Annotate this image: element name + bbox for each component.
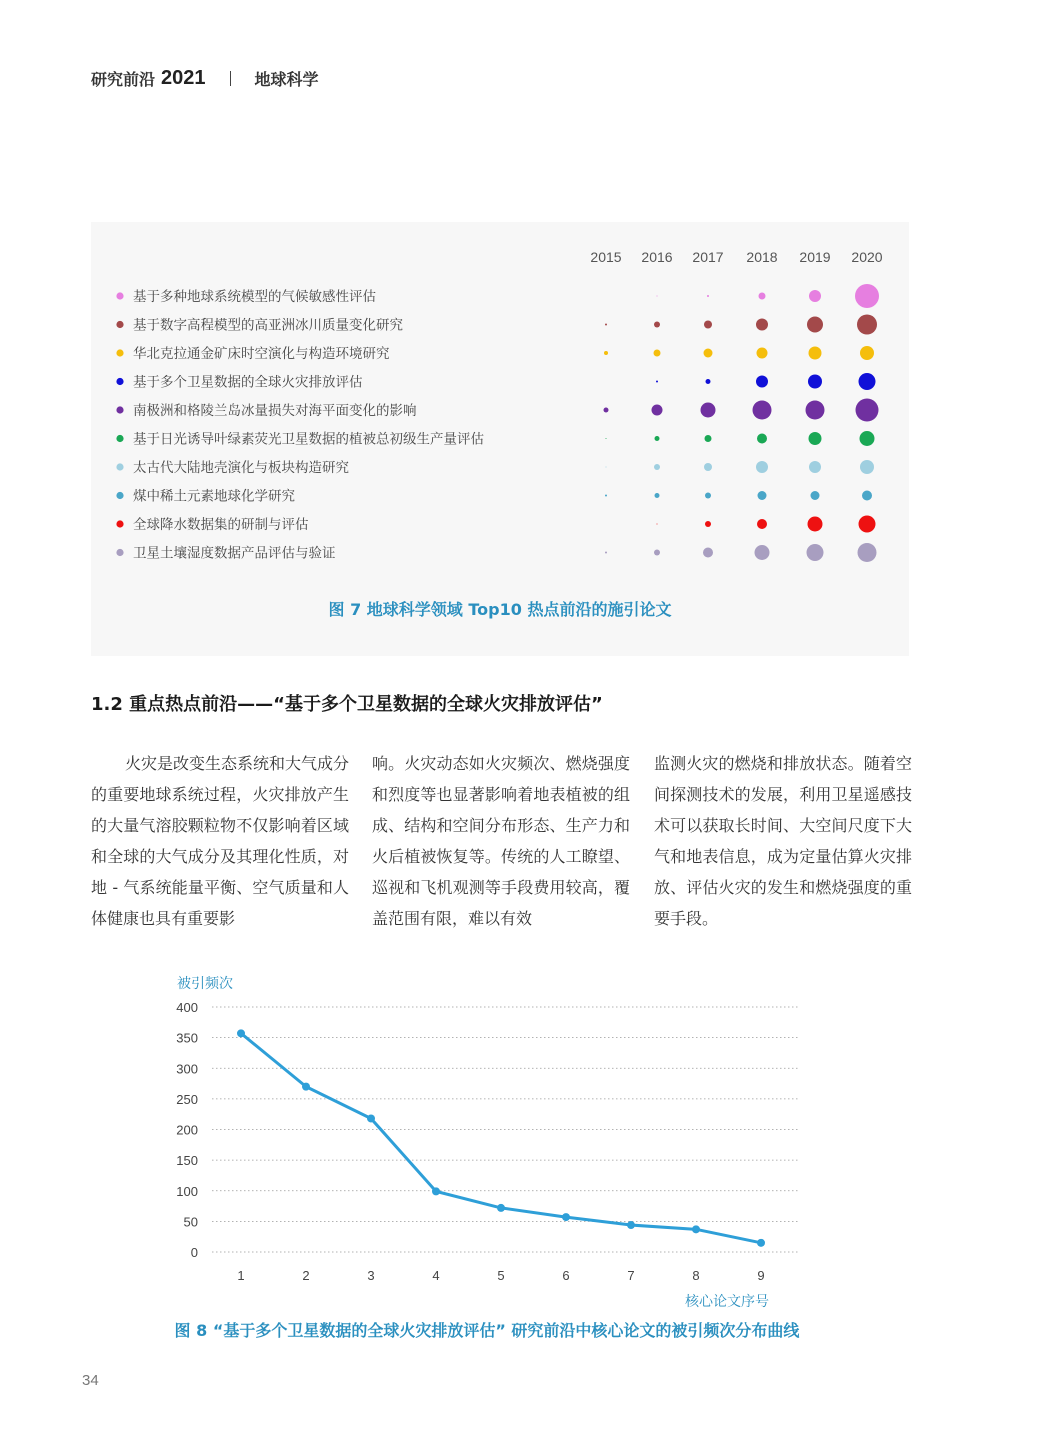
bubble bbox=[606, 438, 607, 439]
bubble bbox=[757, 348, 768, 359]
bubble bbox=[860, 431, 875, 446]
bubble bbox=[701, 403, 716, 418]
bubble bbox=[859, 516, 876, 533]
bubble bbox=[605, 552, 607, 554]
x-tick-label: 5 bbox=[497, 1268, 505, 1283]
figure-8-caption: 图 8 “基于多个卫星数据的全球火灾排放评估” 研究前沿中核心论文的被引频次分布曲线 bbox=[174, 1321, 800, 1340]
bubble bbox=[654, 322, 660, 328]
bubble bbox=[807, 317, 823, 333]
bubble bbox=[652, 405, 663, 416]
row-label: 太古代大陆地壳演化与板块构造研究 bbox=[133, 460, 349, 476]
publication-year: 2021 bbox=[161, 66, 206, 89]
x-tick-label: 3 bbox=[367, 1268, 375, 1283]
row-label: 煤中稀土元素地球化学研究 bbox=[133, 488, 295, 505]
data-point bbox=[757, 1239, 765, 1247]
bubble bbox=[753, 401, 772, 420]
bubble bbox=[705, 521, 711, 527]
bubble bbox=[808, 517, 823, 532]
bubble bbox=[811, 491, 820, 500]
bubble bbox=[756, 461, 768, 473]
bubble bbox=[654, 464, 660, 470]
data-point bbox=[562, 1213, 570, 1221]
bubble bbox=[756, 376, 768, 388]
y-tick-label: 400 bbox=[176, 1000, 198, 1015]
year-label: 2015 bbox=[590, 249, 622, 265]
bubble bbox=[605, 324, 607, 326]
year-label: 2017 bbox=[692, 249, 724, 265]
bubble bbox=[654, 350, 661, 357]
bubble bbox=[756, 319, 768, 331]
bubble bbox=[606, 467, 607, 468]
y-tick-label: 50 bbox=[183, 1214, 198, 1230]
y-axis-title: 被引频次 bbox=[177, 976, 233, 992]
page-number: 34 bbox=[82, 1372, 99, 1389]
y-tick-label: 300 bbox=[176, 1061, 198, 1077]
bubble bbox=[757, 519, 767, 529]
figure-7 bbox=[91, 222, 909, 656]
legend-marker bbox=[116, 321, 123, 328]
bubble bbox=[657, 524, 658, 525]
x-tick-label: 1 bbox=[237, 1268, 245, 1283]
row-label: 基于日光诱导叶绿素荧光卫星数据的植被总初级生产量评估 bbox=[133, 431, 484, 448]
bubble bbox=[704, 349, 713, 358]
bubble bbox=[862, 491, 872, 501]
bubble bbox=[860, 346, 874, 360]
y-tick-label: 350 bbox=[176, 1030, 198, 1046]
x-tick-label: 6 bbox=[562, 1268, 570, 1283]
bubble bbox=[705, 493, 711, 499]
bubble bbox=[857, 315, 877, 335]
bubble bbox=[759, 293, 766, 300]
bubble bbox=[656, 381, 658, 383]
bubble bbox=[706, 379, 711, 384]
bubble bbox=[856, 399, 879, 422]
section-title: 1.2 重点热点前沿——“基于多个卫星数据的全球火灾排放评估” bbox=[91, 694, 603, 715]
body-column-1: 火灾是改变生态系统和大气成分的重要地球系统过程，火灾排放产生的大量气溶胶颗粒物不仅影响着区域和全球的大气成分及其理化性质，对地 - 气系统能量平衡、空气质量和人体健康也具有重要影 bbox=[91, 754, 350, 928]
bubble bbox=[860, 460, 874, 474]
legend-marker bbox=[116, 463, 123, 470]
year-label: 2020 bbox=[851, 249, 883, 265]
bubble bbox=[657, 296, 658, 297]
y-tick-label: 250 bbox=[176, 1091, 198, 1107]
legend-marker bbox=[116, 406, 123, 413]
body-column-2: 响。火灾动态如火灾频次、燃烧强度和烈度等也显著影响着地表植被的组成、结构和空间分布形态、生产力和火后植被恢复等。传统的人工瞭望、巡视和飞机观测等手段费用较高，覆盖范围有限，难以有效 bbox=[372, 754, 630, 928]
bubble bbox=[809, 432, 822, 445]
bubble bbox=[704, 463, 712, 471]
page-header bbox=[91, 66, 319, 90]
data-point bbox=[367, 1114, 375, 1122]
publication-title: 研究前沿 bbox=[91, 69, 156, 89]
x-tick-label: 8 bbox=[692, 1268, 700, 1283]
legend-marker bbox=[116, 435, 123, 442]
bubble bbox=[604, 351, 608, 355]
y-tick-label: 100 bbox=[176, 1183, 198, 1199]
y-tick-label: 150 bbox=[176, 1153, 198, 1169]
x-tick-label: 2 bbox=[302, 1268, 310, 1283]
bubble bbox=[757, 434, 767, 444]
figure-8 bbox=[150, 970, 830, 1310]
bubble-chart bbox=[91, 222, 909, 656]
data-point bbox=[432, 1187, 440, 1195]
bubble bbox=[809, 290, 821, 302]
legend-marker bbox=[116, 292, 123, 299]
y-tick-label: 0 bbox=[190, 1245, 198, 1260]
line-chart bbox=[150, 970, 830, 1310]
bubble bbox=[807, 544, 824, 561]
legend-marker bbox=[116, 492, 123, 499]
data-point bbox=[302, 1083, 310, 1091]
x-tick-label: 9 bbox=[757, 1268, 765, 1283]
bubble bbox=[855, 284, 879, 308]
bubble bbox=[758, 491, 767, 500]
row-label: 南极洲和格陵兰岛冰量损失对海平面变化的影响 bbox=[133, 403, 417, 419]
bubble bbox=[704, 321, 712, 329]
row-label: 全球降水数据集的研制与评估 bbox=[133, 517, 309, 533]
data-point bbox=[692, 1225, 700, 1233]
bubble bbox=[858, 543, 877, 562]
bubble bbox=[859, 373, 876, 390]
bubble bbox=[703, 548, 713, 558]
data-point bbox=[497, 1204, 505, 1212]
year-label: 2016 bbox=[641, 249, 673, 265]
x-tick-label: 4 bbox=[432, 1268, 440, 1283]
figure-7-caption: 图 7 地球科学领域 Top10 热点前沿的施引论文 bbox=[328, 600, 672, 619]
bubble bbox=[655, 493, 660, 498]
y-tick-label: 200 bbox=[176, 1122, 198, 1138]
bubble bbox=[806, 401, 825, 420]
x-tick-label: 7 bbox=[627, 1268, 635, 1283]
bubble bbox=[755, 545, 770, 560]
bubble bbox=[604, 408, 609, 413]
row-label: 基于多种地球系统模型的气候敏感性评估 bbox=[133, 289, 376, 305]
legend-marker bbox=[116, 549, 123, 556]
x-axis-title: 核心论文序号 bbox=[685, 1294, 769, 1310]
bubble bbox=[809, 347, 822, 360]
row-label: 基于多个卫星数据的全球火灾排放评估 bbox=[133, 374, 363, 391]
body-column-3: 监测火灾的燃烧和排放状态。随着空间探测技术的发展，利用卫星遥感技术可以获取长时间、大空间尺度下大气和地表信息，成为定量估算火灾排放、评估火灾的发生和燃烧强度的重要手段。 bbox=[654, 754, 912, 928]
data-point bbox=[237, 1029, 245, 1037]
year-label: 2019 bbox=[799, 249, 831, 265]
row-label: 华北克拉通金矿床时空演化与构造环境研究 bbox=[133, 346, 390, 362]
legend-marker bbox=[116, 378, 123, 385]
bubble bbox=[705, 435, 712, 442]
bubble bbox=[655, 436, 660, 441]
bubble bbox=[707, 295, 709, 297]
row-label: 卫星土壤湿度数据产品评估与验证 bbox=[133, 545, 336, 562]
bubble bbox=[605, 495, 607, 497]
bubble bbox=[809, 461, 821, 473]
bubble bbox=[808, 375, 822, 389]
year-label: 2018 bbox=[746, 249, 778, 265]
legend-marker bbox=[116, 520, 123, 527]
data-point bbox=[627, 1221, 635, 1229]
bubble bbox=[654, 550, 660, 556]
field-title: 地球科学 bbox=[254, 69, 319, 89]
legend-marker bbox=[116, 349, 123, 356]
row-label: 基于数字高程模型的高亚洲冰川质量变化研究 bbox=[133, 317, 403, 334]
header-divider bbox=[230, 71, 231, 86]
